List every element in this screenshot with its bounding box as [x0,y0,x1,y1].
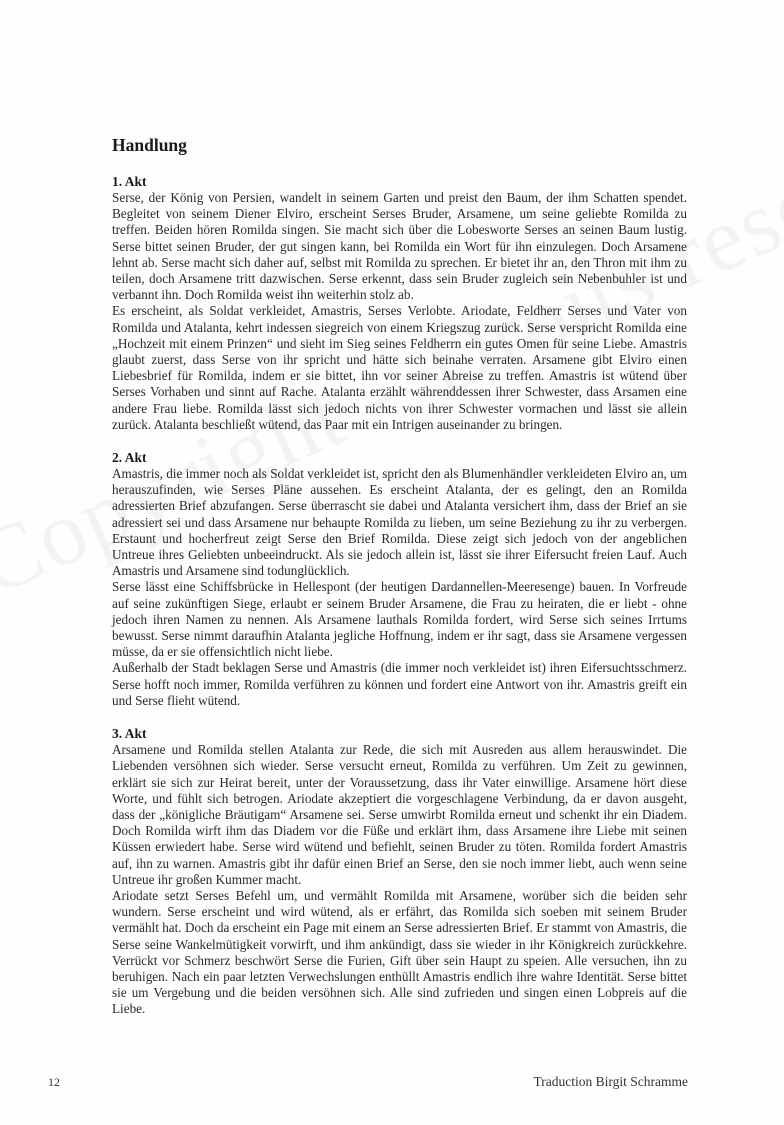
act-1-title: 1. Akt [112,174,147,189]
act-2-paragraph: Serse lässt eine Schiffsbrücke in Hellespont (der heutigen Dardannellen-Meeresenge) bauen. In Vorfreude auf seine zukünftigen Siege, erlaubt er seinem Bruder Arsamene, die Frau zu heiraten, die er liebt - ohne jedoch ihren Namen zu nennen. Als Arsamene lauthals Romilda fordert, wird Serse sich seines Irrtums bewusst. Serse nimmt daraufhin Atalanta jegliche Hoffnung, indem er ihr sagt, dass sie Arsamene vergessen müsse, da er sie offensichtlich nicht liebe. [112,579,687,660]
act-3-title: 3. Akt [112,726,147,742]
page-title: Handlung [112,135,187,155]
page-number: 12 [48,1075,60,1089]
act-1-paragraph: Serse, der König von Persien, wandelt in seinem Garten und preist den Baum, der ihm Schatten spendet. Begleitet von seinem Diener Elviro, erscheint Serses Bruder, Arsamene, um seine geliebte Romilda zu treffen. Beiden hören Romilda singen. Sie macht sich über die Lobesworte Serses an seinen Baum lustig. Serse bittet seinen Bruder, der gut singen kann, bei Romilda ein Wort für ihn einzulegen. Doch Arsamene lehnt ab. Serse macht sich daher auf, selbst mit Romilda zu sprechen. Er bietet ihr an, den Thron mit ihm zu teilen, doch Arsamene tritt dazwischen. Serse erkennt, dass sein Bruder zugleich sein Nebenbuhler ist und verbannt ihn. Doch Romilda weist ihn weiterhin stolz ab. [112,190,687,303]
act-2-section [112,450,687,709]
translator-credit: Traduction Birgit Schramme [533,1074,688,1089]
act-3-paragraph: Arsamene und Romilda stellen Atalanta zur Rede, die sich mit Ausreden aus allem herauswindet. Die Liebenden versöhnen sich wieder. Serse versucht erneut, Romilda zu verführen. Um Zeit zu gewinnen, erklärt sie sich zur Heirat bereit, unter der Voraussetzung, dass ihr Vater einwillige. Arsamene hört diese Worte, und fühlt sich betrogen. Ariodate akzeptiert die vorgeschlagene Verbindung, da er davon ausgeht, dass der „königliche Bräutigam“ Arsamene sei. Serse umwirbt Romilda erneut und schenkt ihr ein Diadem. Doch Romilda wirft ihm das Diadem vor die Füße und erklärt ihm, dass Arsamene ihre Liebe mit seinen Küssen erwiedert habe. Serse wird wütend und befiehlt, seinen Bruder zu töten. Romilda fordert Amastris auf, ihn zu warnen. Amastris gibt ihr dafür einen Brief an Serse, den sie noch immer liebt, auch wenn seine Untreue ihr großen Kummer macht. [112,742,687,887]
act-3-paragraph: Ariodate setzt Serses Befehl um, und vermählt Romilda mit Arsamene, worüber sich die beiden sehr wundern. Serse erscheint und wird wütend, als er erfährt, das Romilda sich soeben mit seinem Bruder vermählt hat. Doch da erscheint ein Page mit einem an Serse adressierten Brief. Er stammt von Amastris, die Serse seine Wankelmütigkeit vorwirft, und ihm ankündigt, dass sie wieder in ihr Königkreich zurückkehre. Verrückt vor Schmerz beschwört Serse die Furien, Gift über sein Haupt zu speien. Alle versuchen, ihn zu beruhigen. Nach ein paar letzten Verwechslungen enthüllt Amastris endlich ihre wahre Identität. Serse bittet sie um Vergebung und die beiden versöhnen sich. Alle sind zufrieden und singen einen Lobpreis auf die Liebe. [112,887,687,1017]
act-2-paragraph: Amastris, die immer noch als Soldat verkleidet ist, spricht den als Blumenhändler verkleideten Elviro an, um herauszufinden, wie Serses Pläne aussehen. Es erscheint Atalanta, der es gelingt, den an Romilda adressierten Brief abzufangen. Serse überrascht sie dabei und Atalanta versichert ihm, dass der Brief an sie adressiert sei und dass Arsamene nur behaupte Romilda zu lieben, um seine Beziehung zu ihr zu verbergen. Erstaunt und hocherfreut zeigt Serse den Brief Romilda. Diese zeigt sich jedoch von der angeblichen Untreue ihres Geliebten unbeeindruckt. Als sie jedoch allein ist, lässt sie ihrer Eifersucht freien Lauf. Auch Amastris und Arsamene sind todunglücklich. [112,466,687,579]
act-1-section [112,174,687,433]
act-1-paragraph: Es erscheint, als Soldat verkleidet, Amastris, Serses Verlobte. Ariodate, Feldherr Serses und Vater von Romilda und Atalanta, kehrt indessen siegreich von einem Kriegszug zurück. Serse verspricht Romilda eine „Hochzeit mit einem Prinzen“ und sieht im Sieg seines Feldherrn ein gutes Omen für seine Liebe. Amastris glaubt zuerst, dass Serse von ihr spricht und hätte sich beinahe verraten. Arsamene gibt Elviro einen Liebesbrief für Romilda, indem er sie bittet, ihn vor seiner Abreise zu treffen. Amastris ist wütend über Serses Vorhaben und sinnt auf Rache. Atalanta erzählt währenddessen ihrer Schwester, dass Arsamen eine andere Frau liebe. Romilda lässt sich jedoch nichts von ihrer Schwester vormachen und lässt sie allein zurück. Atalanta beschließt wütend, das Paar mit ein Intrigen auseinander zu bringen. [112,303,687,432]
act-2-paragraph: Außerhalb der Stadt beklagen Serse und Amastris (die immer noch verkleidet ist) ihren Eifersuchtsschmerz. Serse hofft noch immer, Romilda verführen zu können und fordert eine Antwort von ihr. Amastris greift ein und Serse flieht wütend. [112,660,687,708]
synopsis-content [112,135,687,1035]
act-3-section [112,726,687,1017]
act-2-title: 2. Akt [112,450,147,466]
